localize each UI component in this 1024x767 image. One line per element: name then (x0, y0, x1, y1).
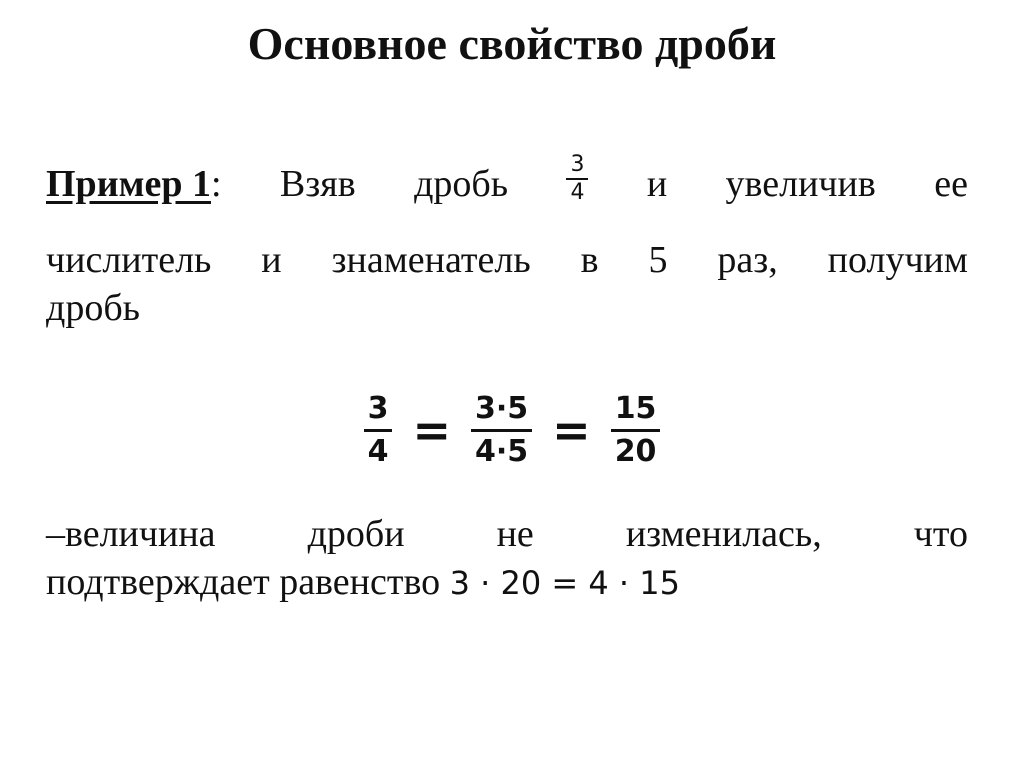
word: в (580, 239, 599, 281)
word: дробь (46, 287, 140, 329)
word: ее (934, 163, 968, 205)
equation (0, 380, 1024, 480)
conclusion-line-1 (46, 500, 968, 556)
example-label-group (46, 162, 222, 206)
example-line-1 (46, 150, 968, 206)
word: 5 (648, 239, 668, 281)
word: увеличив (725, 163, 876, 205)
fraction-2-denominator: 4·5 (474, 433, 529, 469)
word: дробь (414, 163, 509, 205)
word: числитель (46, 239, 212, 281)
fraction-3-denominator: 20 (614, 433, 657, 469)
word: изменилась, (625, 513, 822, 555)
word: дроби (307, 513, 405, 555)
inline-fraction-numerator: 3 (566, 152, 588, 180)
conclusion-text: подтверждает равенство (46, 561, 450, 603)
word: и (646, 163, 668, 205)
fraction-2-numerator: 3·5 (471, 389, 532, 432)
fraction-1-denominator: 4 (367, 433, 389, 469)
equals-sign: = (412, 403, 451, 457)
example-line-2 (46, 226, 968, 282)
fraction-1-numerator: 3 (364, 389, 393, 432)
word: знаменатель (331, 239, 531, 281)
fraction-3 (611, 389, 661, 472)
word: получим (827, 239, 968, 281)
word: не (496, 513, 534, 555)
word: –величина (46, 513, 216, 555)
example-label: Пример 1 (46, 163, 211, 205)
word: что (913, 513, 968, 555)
fraction-2 (471, 389, 532, 472)
fraction-1 (364, 389, 393, 472)
slide-title: Основное свойство дроби (247, 18, 777, 69)
example-colon: : (210, 163, 222, 205)
fraction-3-numerator: 15 (611, 389, 661, 432)
word: Взяв (279, 163, 356, 205)
equality-expression: 3 · 20 = 4 · 15 (449, 564, 680, 602)
example-line-3 (46, 286, 968, 342)
equals-sign: = (552, 403, 591, 457)
inline-fraction (566, 152, 588, 206)
word: раз, (717, 239, 778, 281)
inline-fraction-denominator: 4 (570, 180, 585, 205)
word: и (261, 239, 282, 281)
conclusion-line-2 (46, 560, 968, 616)
